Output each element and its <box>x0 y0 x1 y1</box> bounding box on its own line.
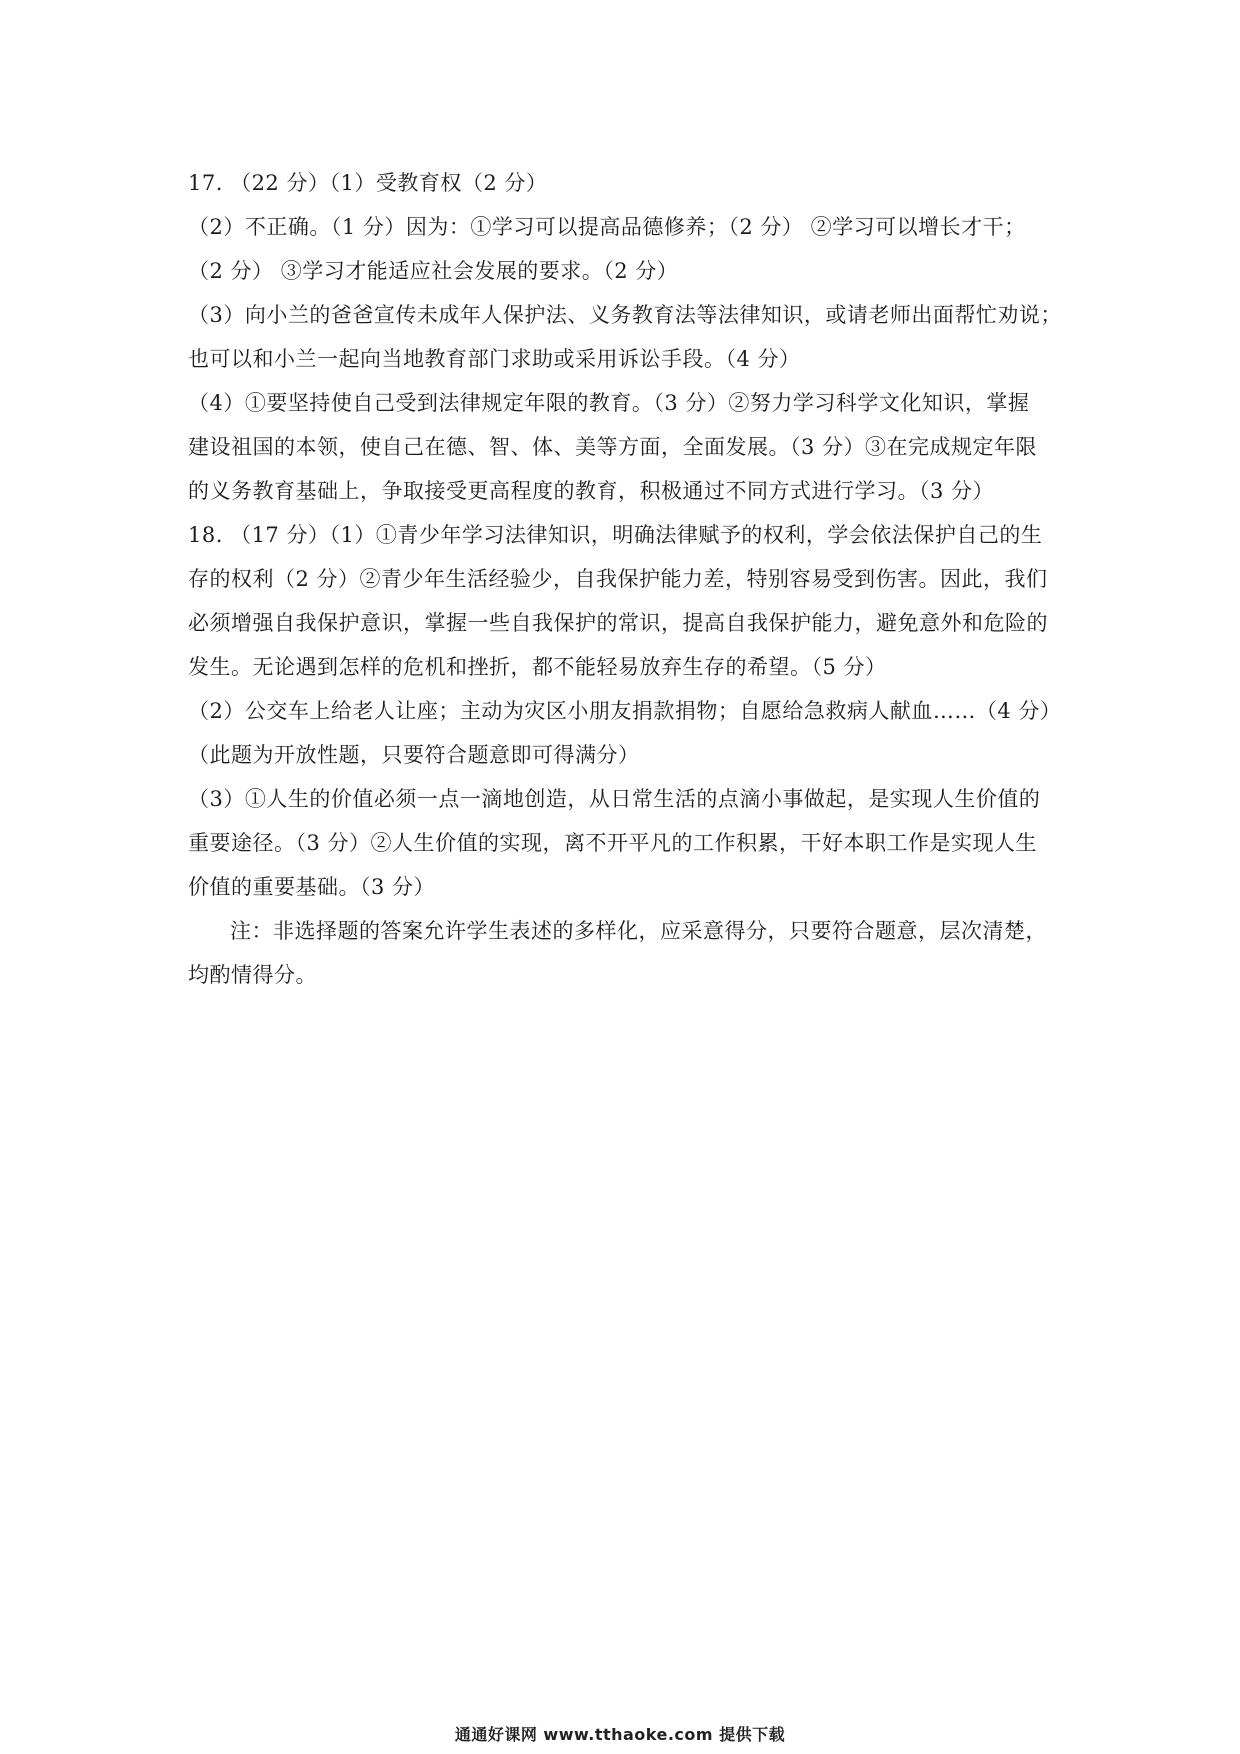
grading-note-line-2: 均酌情得分。 <box>188 963 317 987</box>
answer-line-18-1d: 发生。无论遇到怎样的危机和挫折，都不能轻易放弃生存的希望。（5 分） <box>188 655 887 679</box>
answer-key-body <box>188 161 1062 997</box>
answer-line-18-2a: （2）公交车上给老人让座；主动为灾区小朋友捐款捐物；自愿给急救病人献血……（4 分） <box>188 699 1062 723</box>
answer-line-18-2b: （此题为开放性题，只要符合题意即可得满分） <box>188 743 640 767</box>
answer-line-17-3a: （3）向小兰的爸爸宣传未成年人保护法、义务教育法等法律知识，或请老师出面帮忙劝说； <box>188 303 1062 327</box>
answer-line-18-3c: 价值的重要基础。（3 分） <box>188 875 436 899</box>
answer-line-17-4c: 的义务教育基础上，争取接受更高程度的教育，积极通过不同方式进行学习。（3 分） <box>188 479 995 503</box>
grading-note-line-1: 注：非选择题的答案允许学生表述的多样化，应采意得分，只要符合题意，层次清楚， <box>230 919 1047 943</box>
answer-line-17-1: 17. （22 分）（1）受教育权（2 分） <box>188 171 548 195</box>
answer-line-17-2a: （2）不正确。（1 分）因为：①学习可以提高品德修养；（2 分） ②学习可以增长才干； <box>188 215 1026 239</box>
answer-line-17-2b: （2 分） ③学习才能适应社会发展的要求。（2 分） <box>188 259 679 283</box>
answer-line-17-3b: 也可以和小兰一起向当地教育部门求助或采用诉讼手段。（4 分） <box>188 347 801 371</box>
answer-line-18-1b: 存的权利（2 分）②青少年生活经验少，自我保护能力差，特别容易受到伤害。因此，我们 <box>188 567 1048 591</box>
page-footer: 通通好课网 www.tthaoke.com 提供下载 <box>454 1725 786 1744</box>
answer-line-17-4a: （4）①要坚持使自己受到法律规定年限的教育。（3 分）②努力学习科学文化知识，掌握 <box>188 391 1030 415</box>
answer-line-18-1c: 必须增强自我保护意识，掌握一些自我保护的常识，提高自我保护能力，避免意外和危险的 <box>188 611 1048 635</box>
answer-line-18-3a: （3）①人生的价值必须一点一滴地创造，从日常生活的点滴小事做起，是实现人生价值的 <box>188 787 1041 811</box>
answer-line-18-1a: 18. （17 分）（1）①青少年学习法律知识，明确法律赋予的权利，学会依法保护自己的生 <box>188 523 1043 547</box>
answer-line-17-4b: 建设祖国的本领，使自己在德、智、体、美等方面，全面发展。（3 分）③在完成规定年限 <box>188 435 1038 459</box>
answer-line-18-3b: 重要途径。（3 分）②人生价值的实现，离不开平凡的工作积累，干好本职工作是实现人生 <box>188 831 1038 855</box>
